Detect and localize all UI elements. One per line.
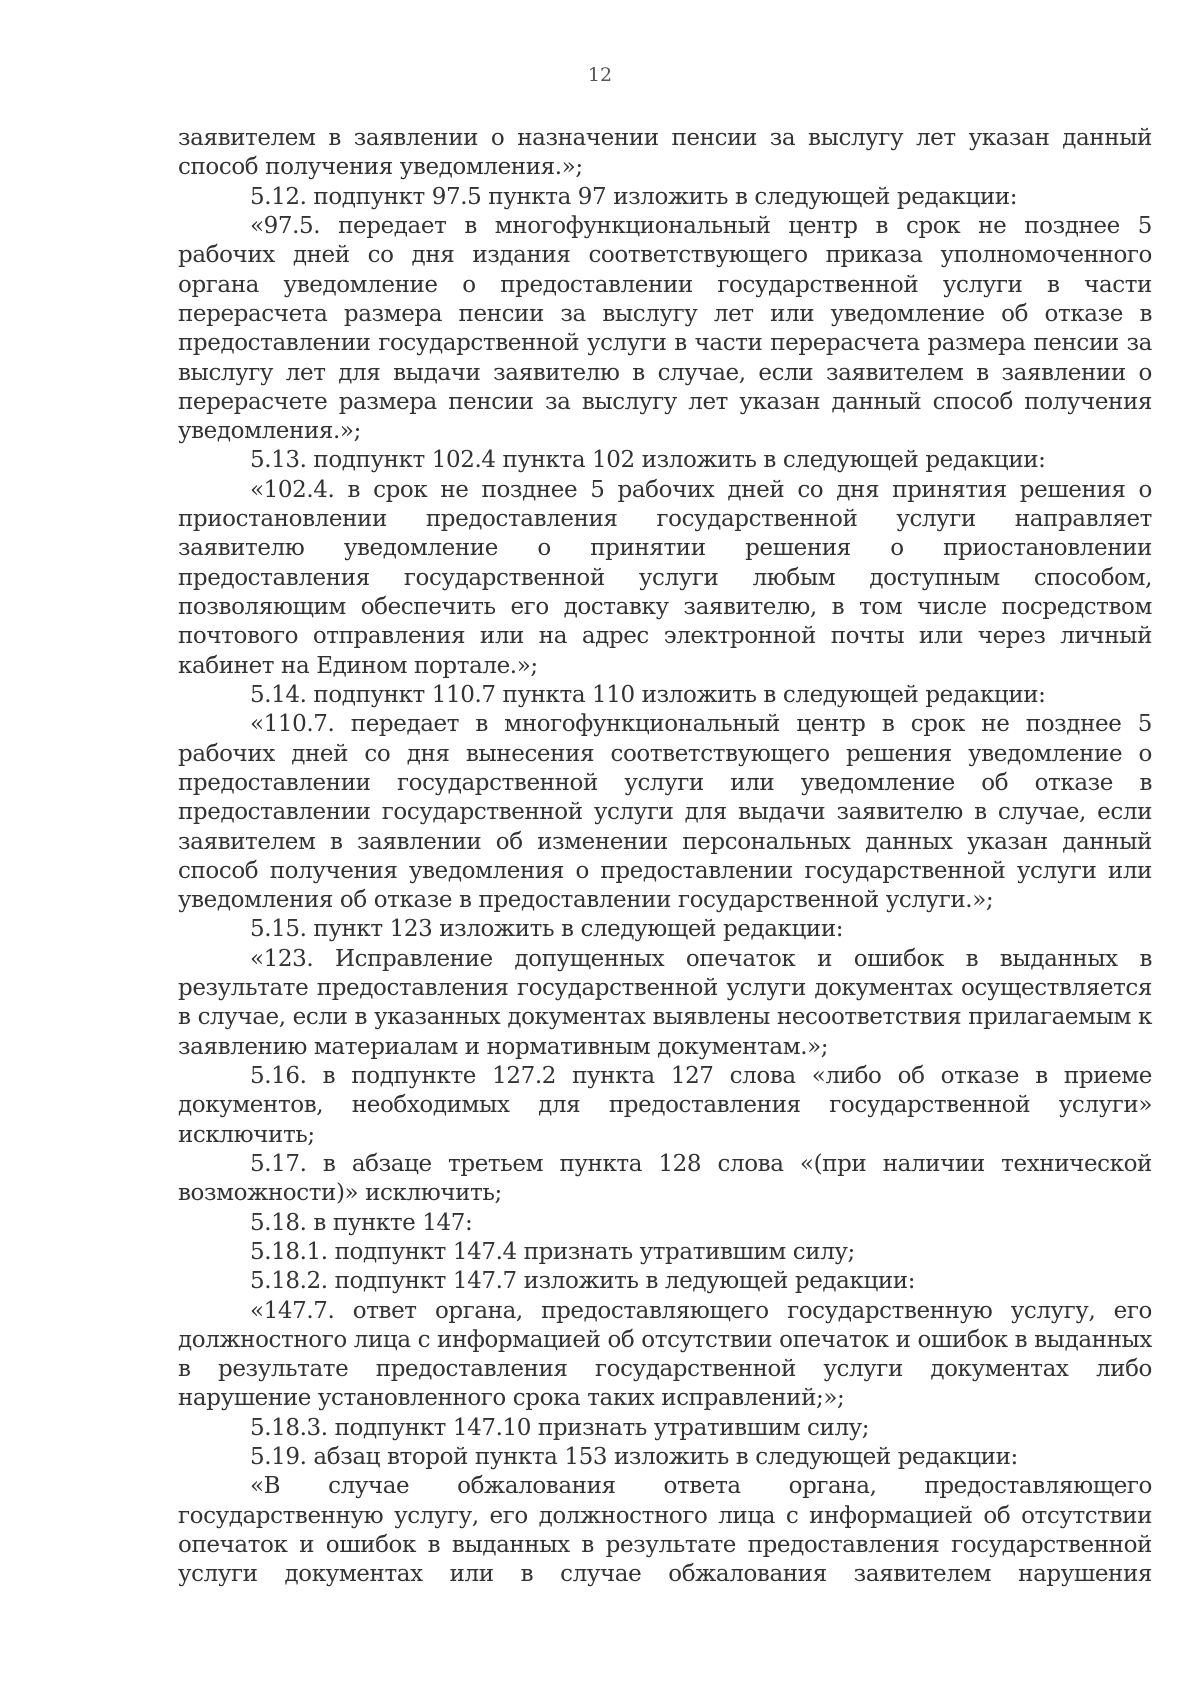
paragraph: 5.18.1. подпункт 147.4 признать утратившим силу;: [250, 1238, 855, 1265]
paragraph: 5.14. подпункт 110.7 пункта 110 изложить в следующей редакции:: [250, 681, 1046, 708]
paragraph: 5.18. в пункте 147:: [250, 1209, 473, 1236]
paragraph: «97.5. передает в многофункциональный центр в срок не позднее 5 рабочих дней со дня издания соответствующего приказа уполномоченного органа уведомление о предоставлении государственной услуги в части перерасчета размера пенсии за выслугу лет или уведомление об отказе в предоставлении государственной услуги в части перерасчета размера пенсии за выслугу лет для выдачи заявителю в случае, если заявителем в заявлении о перерасчете размера пенсии за выслугу лет указан данный способ получения уведомления.»;: [178, 212, 1152, 445]
paragraph: 5.19. абзац второй пункта 153 изложить в следующей редакции:: [250, 1444, 1018, 1471]
paragraph: «110.7. передает в многофункциональный центр в срок не позднее 5 рабочих дней со дня вынесения соответствующего решения уведомление о предоставлении государственной услуги или уведомление об отказе в предоставлении государственной услуги для выдачи заявителю в случае, если заявителем в заявлении об изменении персональных данных указан данный способ получения уведомления о предоставлении государственной услуги или уведомления об отказе в предоставлении государственной услуги.»;: [178, 711, 1152, 914]
paragraph: 5.17. в абзаце третьем пункта 128 слова «(при наличии технической возможности)» исключить;: [178, 1150, 1152, 1207]
paragraph: 5.16. в подпункте 127.2 пункта 127 слова «либо об отказе в приеме документов, необходимых для предоставления государственной услуги» исключить;: [178, 1063, 1152, 1148]
page-number: 12: [587, 64, 613, 86]
paragraph: «В случае обжалования ответа органа, предоставляющего государственную услугу, его должностного лица с информацией об отсутствии опечаток и ошибок в выданных в результате предоставления государственной услуги документах или в случае обжалования заявителем нарушения: [178, 1473, 1152, 1588]
paragraph: 5.18.2. подпункт 147.7 изложить в ледующей редакции:: [250, 1268, 916, 1295]
document-body: [178, 124, 1152, 1590]
paragraph: 5.18.3. подпункт 147.10 признать утратившим силу;: [250, 1414, 870, 1441]
paragraph: «123. Исправление допущенных опечаток и ошибок в выданных в результате предоставления государственной услуги документах осуществляется в случае, если в указанных документах выявлены несоответствия прилагаемым к заявлению материалам и нормативным документам.»;: [178, 945, 1152, 1060]
paragraph: 5.15. пункт 123 изложить в следующей редакции:: [250, 916, 844, 943]
paragraph: заявителем в заявлении о назначении пенсии за выслугу лет указан данный способ получения уведомления.»;: [178, 125, 1152, 181]
paragraph: «147.7. ответ органа, предоставляющего государственную услугу, его должностного лица с информацией об отсутствии опечаток и ошибок в выданных в результате предоставления государственной услуги документах либо нарушение установленного срока таких исправлений;»;: [178, 1297, 1152, 1412]
paragraph: 5.12. подпункт 97.5 пункта 97 изложить в следующей редакции:: [250, 183, 1018, 210]
paragraph: 5.13. подпункт 102.4 пункта 102 изложить в следующей редакции:: [250, 447, 1046, 474]
paragraph: «102.4. в срок не позднее 5 рабочих дней со дня принятия решения о приостановлении предоставления государственной услуги направляет заявителю уведомление о принятии решения о приостановлении предоставления государственной услуги любым доступным способом, позволяющим обеспечить его доставку заявителю, в том числе посредством почтового отправления или на адрес электронной почты или через личный кабинет на Едином портале.»;: [178, 476, 1152, 679]
